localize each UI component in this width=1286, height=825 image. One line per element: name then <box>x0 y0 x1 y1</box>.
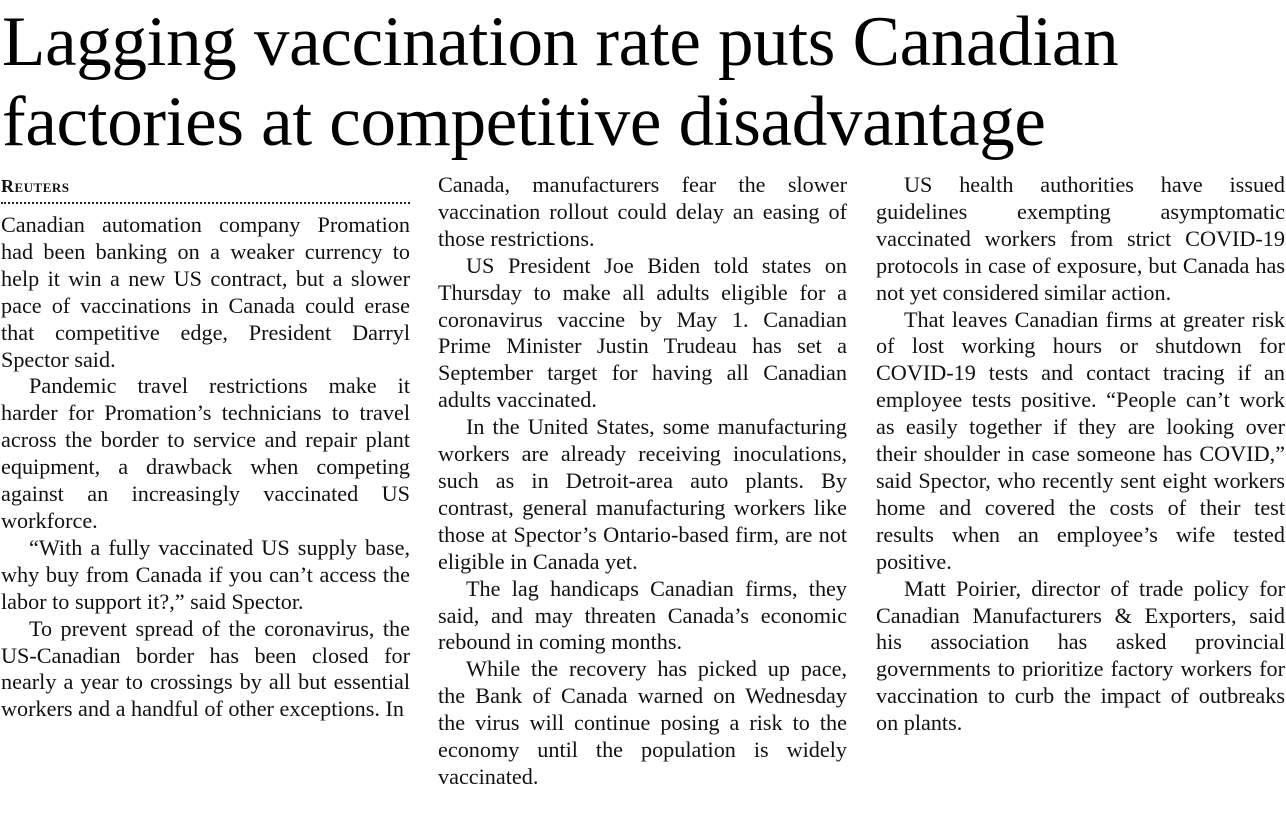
paragraph: The lag handicaps Canadian firms, they said, and may threaten Canada’s economic rebound in coming months. <box>438 575 847 655</box>
paragraph: In the United States, some manufacturing workers are already receiving inoculations, such as in Detroit-area auto plants. By contrast, general manufacturing workers like those at Spector’s Ontario-based firm, are not eligible in Canada yet. <box>438 414 847 574</box>
paragraph: To prevent spread of the coronavirus, the US-Canadian border has been closed for nearly a year to crossings by all but essential workers and a handful of other exceptions. In <box>1 615 410 722</box>
article-column-1 <box>1 172 410 822</box>
paragraph-continued: Canada, manufacturers fear the slower vaccination rollout could delay an easing of those restrictions. <box>438 172 847 251</box>
byline: Reuters <box>1 176 70 196</box>
paragraph: Canadian automation company Promation had been banking on a weaker currency to help it win a new US contract, but a slower pace of vaccinations in Canada could erase that competitive edge, President Darryl Spector said. <box>1 212 410 372</box>
paragraph: “With a fully vaccinated US supply base, why buy from Canada if you can’t access the labor to support it?,” said Spector. <box>1 534 410 614</box>
paragraph: That leaves Canadian firms at greater risk of lost working hours or shutdown for COVID-19 tests and contact tracing if an employee tests positive. “People can’t work as easily together if they are looking over their shoulder in case someone has COVID,” said Spector, who recently sent eight workers home and covered the costs of their test results when an employee’s wife tested positive. <box>876 306 1285 574</box>
headline <box>2 2 1284 162</box>
paragraph: Matt Poirier, director of trade policy for Canadian Manufacturers & Exporters, said his association has asked provincial governments to prioritize factory workers for vaccination to curb the impact of outbreaks on plants. <box>876 575 1285 736</box>
paragraph: While the recovery has picked up pace, the Bank of Canada warned on Wednesday the virus will continue posing a risk to the economy until the population is widely vaccinated. <box>438 656 847 789</box>
paragraph: US health authorities have issued guidelines exempting asymptomatic vaccinated workers from strict COVID-19 protocols in case of exposure, but Canada has not yet considered similar action. <box>876 172 1285 305</box>
article-column-2 <box>438 172 847 822</box>
paragraph: US President Joe Biden told states on Thursday to make all adults eligible for a coronavirus vaccine by May 1. Canadian Prime Minister Justin Trudeau has set a September target for having all Canadian adults vaccinated. <box>438 252 847 413</box>
headline-line-1: Lagging vaccination rate puts Canadian <box>2 3 1119 81</box>
byline-divider <box>1 202 410 204</box>
paragraph: Pandemic travel restrictions make it harder for Promation’s technicians to travel across the border to service and repair plant equipment, a drawback when competing against an increasingly vaccinated US workforce. <box>1 373 410 533</box>
article-column-3 <box>876 172 1285 822</box>
headline-line-2: factories at competitive disadvantage <box>2 83 1046 161</box>
